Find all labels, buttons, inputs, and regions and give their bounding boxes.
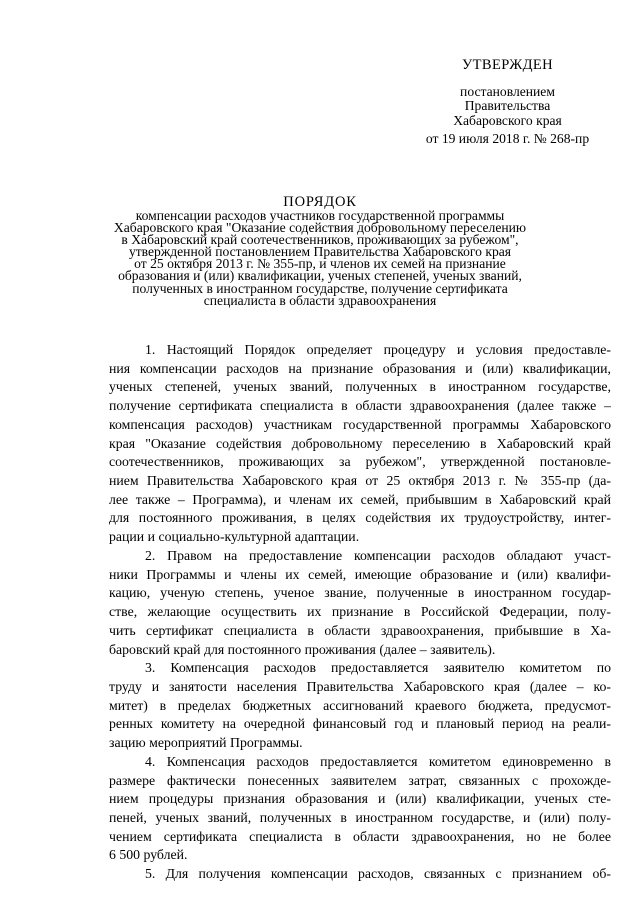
- paragraph-line: 4. Компенсация расходов предоставляется комитетом единовременно в: [145, 753, 611, 769]
- paragraph-line: чением сертификата специалиста в области здравоохранения, но не более: [109, 828, 611, 844]
- paragraph-line: 1. Настоящий Порядок определяет процедуру и условия предоставле-: [145, 342, 611, 357]
- subtitle-line: в Хабаровский край соотечественников, проживающих за рубежом",: [121, 232, 519, 248]
- paragraph-line: размере фактически понесенных заявителем затрат, связанных с прохожде-: [109, 772, 611, 788]
- paragraph-line: кацию, ученую степень, ученое звание, полученные в иностранном государ-: [109, 585, 611, 601]
- paragraph-line: компенсация расходов) участникам государственной программы Хабаровского: [109, 416, 611, 432]
- subtitle-line: утвержденной постановлением Правительства Хабаровского края: [128, 244, 512, 260]
- paragraph-line: рации и социально-культурной адаптации.: [109, 529, 360, 545]
- paragraph-line: пеней, ученых званий, полученных в иностранном государстве, и (или) полу-: [109, 809, 611, 825]
- paragraph-line: баровский край для постоянного проживания (далее – заявитель).: [109, 641, 496, 657]
- paragraph-line: стве, желающие осуществить их признание в Российской Федерации, полу-: [109, 604, 611, 620]
- approval-line: Правительства: [464, 98, 551, 113]
- paragraph-line: ники Программы и члены их семей, имеющие образование и (или) квалифи-: [109, 566, 611, 582]
- paragraph-line: 6 500 рублей.: [109, 847, 188, 863]
- document-body: [109, 341, 611, 884]
- subtitle-line: компенсации расходов участников государственной программы: [135, 208, 505, 223]
- paragraph-line: края "Оказание содействия добровольному переселению в Хабаровский край: [109, 435, 611, 451]
- approval-heading: УТВЕРЖДЕН: [461, 57, 554, 73]
- subtitle-line: образования и (или) квалификации, ученых степеней, ученых званий,: [118, 268, 522, 284]
- approval-stamp: [405, 58, 610, 147]
- paragraph-line: нием Правительства Хабаровского края от 25 октября 2013 г. № 355-пр (да-: [109, 473, 611, 489]
- paragraph-line: чить сертификат специалиста в области здравоохранения, прибывшие в Ха-: [109, 622, 611, 638]
- paragraph-line: ренных комитету на очередной финансовый год и плановый период на реали-: [109, 716, 611, 732]
- approval-line: Хабаровского края: [453, 112, 562, 128]
- paragraph-line: 3. Компенсация расходов предоставляется заявителю комитетом по: [145, 660, 611, 676]
- paragraph-line: 2. Правом на предоставление компенсации расходов обладают участ-: [145, 547, 611, 563]
- subtitle-line: специалиста в области здравоохранения: [203, 292, 437, 308]
- subtitle-line: полученных в иностранном государстве, получение сертификата: [132, 280, 508, 296]
- paragraph-line: ученых степеней, ученых званий, полученных в иностранном государстве,: [109, 379, 611, 395]
- paragraph-line: ния компенсации расходов на признание образования и (или) квалификации,: [109, 360, 611, 376]
- paragraph-line: зацию мероприятий Программы.: [109, 735, 303, 751]
- paragraph-line: нием процедуры признания образования и (или) квалификации, ученых сте-: [109, 791, 611, 807]
- paragraph-line: митет) в пределах бюджетных ассигнований краевого бюджета, предусмот-: [109, 697, 611, 713]
- subtitle-line: от 25 октября 2013 г. № 355-пр, и членов их семей на признание: [134, 256, 506, 272]
- paragraph-line: для постоянного проживания, в целях содействия их трудоустройству, интег-: [109, 510, 611, 526]
- subtitle-line: Хабаровского края "Оказание содействия добровольному переселению: [113, 220, 527, 236]
- document-subtitle: [110, 210, 530, 307]
- paragraph-line: получение сертификата специалиста в области здравоохранения (далее также –: [109, 398, 611, 414]
- paragraph-line: труду и занятости населения Правительства Хабаровского края (далее – ко-: [109, 678, 611, 694]
- document-title: ПОРЯДОК: [283, 194, 357, 210]
- approval-line: постановлением: [460, 83, 555, 99]
- paragraph-line: 5. Для получения компенсации расходов, связанных с признанием об-: [145, 866, 611, 882]
- approval-date: от 19 июля 2018 г. № 268-пр: [425, 131, 590, 146]
- paragraph-line: лее также – Программа), и членам их семей, прибывшим в Хабаровский край: [109, 491, 611, 507]
- paragraph-line: соотечественников, проживающих за рубежом", утвержденной постановле-: [109, 454, 611, 470]
